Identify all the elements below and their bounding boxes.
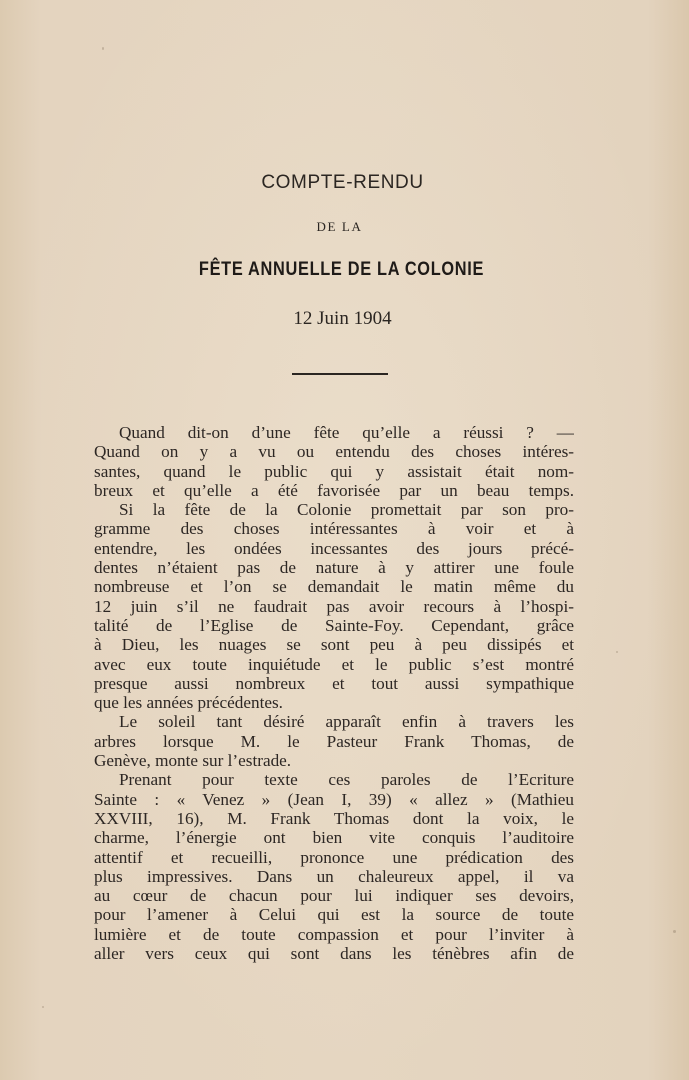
- text-line: 12 juin s’il ne faudrait pas avoir recours à l’hospi-: [94, 596, 574, 616]
- report-title-connector: DE LA: [316, 219, 363, 234]
- text-line: Genève, monte sur l’estrade.: [94, 751, 292, 771]
- text-line: avec eux toute inquiétude et le public s’est montré: [94, 654, 574, 674]
- text-line: pour l’amener à Celui qui est la source de toute: [94, 905, 574, 925]
- paper-speck: [42, 1006, 44, 1008]
- text-line: plus impressives. Dans un chaleureux appel, il va: [94, 866, 574, 886]
- text-line: à Dieu, les nuages se sont peu à peu dissipés et: [94, 635, 574, 655]
- report-title: COMPTE-RENDU: [261, 172, 424, 193]
- text-line: presque aussi nombreux et tout aussi sympathique: [94, 673, 574, 693]
- text-line: breux et qu’elle a été favorisée par un beau temps.: [94, 480, 574, 500]
- paper-speck: [673, 930, 676, 933]
- text-line: aller vers ceux qui sont dans les ténèbres afin de: [94, 944, 574, 964]
- event-date: 12 Juin 1904: [293, 308, 392, 329]
- text-line: XXVIII, 16), M. Frank Thomas dont la voix, le: [94, 808, 574, 828]
- text-line: Sainte : « Venez » (Jean I, 39) « allez » (Mathieu: [94, 789, 574, 809]
- text-line: charme, l’énergie ont bien vite conquis l’auditoire: [94, 828, 574, 848]
- text-line: santes, quand le public qui y assistait était nom-: [94, 461, 574, 481]
- report-body: [94, 423, 574, 963]
- text-line: au cœur de chacun pour lui indiquer ses devoirs,: [94, 886, 574, 906]
- text-line: talité de l’Eglise de Sainte-Foy. Cependant, grâce: [94, 615, 574, 635]
- text-line: nombreuse et l’on se demandait le matin même du: [94, 577, 574, 597]
- paper-speck: [102, 47, 104, 50]
- text-line: entendre, les ondées incessantes des jours précé-: [94, 538, 574, 558]
- paper-speck: [616, 651, 618, 653]
- text-line: dentes n’étaient pas de nature à y attirer une foule: [94, 558, 574, 578]
- text-line: Quand dit-on d’une fête qu’elle a réussi ? —: [119, 423, 574, 442]
- text-line: Si la fête de la Colonie promettait par son pro-: [119, 500, 574, 520]
- text-line: attentif et recueilli, prononce une prédication des: [94, 847, 574, 867]
- separator-rule: [292, 373, 388, 375]
- text-line: gramme des choses intéressantes à voir et à: [94, 519, 574, 539]
- text-line: Quand on y a vu ou entendu des choses intéres-: [94, 442, 574, 462]
- text-line: que les années précédentes.: [94, 693, 283, 713]
- text-line: arbres lorsque M. le Pasteur Frank Thomas, de: [94, 731, 574, 751]
- text-line: Prenant pour texte ces paroles de l’Ecriture: [119, 770, 574, 790]
- text-line: lumière et de toute compassion et pour l’inviter à: [94, 924, 574, 944]
- event-title: FÊTE ANNUELLE DE LA COLONIE: [198, 259, 485, 280]
- text-line: Le soleil tant désiré apparaît enfin à travers les: [119, 712, 574, 732]
